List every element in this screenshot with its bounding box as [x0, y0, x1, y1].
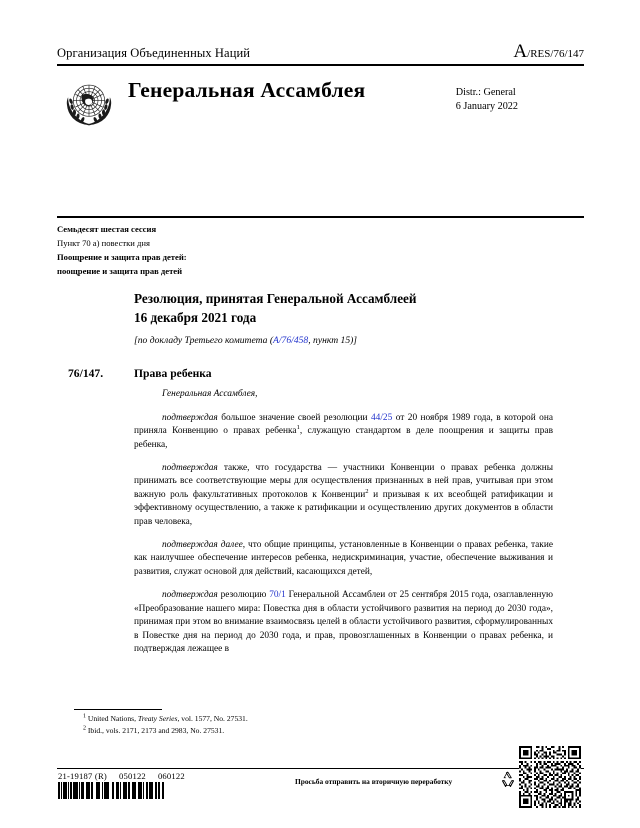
paragraph-text-3a: , что общие принципы, установленные в Конвенции о правах ребенка, такие как наилучшее обеспечение интересов ребенка, недискриминация, участие, обеспечение выживания и развития, служат основой для действий, касающихся детей,	[134, 539, 553, 578]
un-emblem-icon	[60, 74, 118, 132]
session-divider-rule	[57, 216, 584, 218]
footnote-separator-rule	[74, 709, 162, 710]
preambular-paragraph-3	[134, 539, 553, 580]
footnote-2-marker: 2	[83, 725, 86, 732]
agenda-title-line-2: поощрение и защита прав детей	[57, 265, 183, 276]
footnote-2-text-a: Ibid., vols. 2171, 2173 and 2983, No. 27531.	[86, 726, 225, 736]
footnote-2	[83, 725, 503, 737]
organization-name: Организация Объединенных Наций	[57, 46, 251, 60]
paragraph-text-1a: большое значение своей резолюции	[217, 412, 371, 423]
paragraph-text-4b: Генеральной Ассамблеи от 25 сентября 2015 года, озаглавленную «Преобразование нашего мира: Повестка дня в области устойчивого развития на период до 2030 года», принимая при этом во внимание взаимосвязь целей в области устойчивого развития, сформулированных в Повестке дня на период до 2030 года, и прав, провозглашенных в Конвенции о правах ребенка, и подтверждая лежащее в	[134, 590, 553, 655]
footnote-1	[83, 713, 503, 725]
agenda-item: Пункт 70 a) повестки дня	[57, 237, 150, 248]
footnote-ref-2[interactable]: 2	[365, 487, 369, 495]
header-divider-rule	[57, 64, 584, 66]
job-number: 21-19187 (R)	[58, 771, 107, 781]
distribution-label: Distr.: General	[455, 87, 516, 98]
document-header	[57, 42, 584, 132]
resolution-44-25-link[interactable]: 44/25	[370, 412, 393, 423]
footnote-1-italic: Treaty Series	[137, 714, 178, 723]
resolution-number: 76/147.	[68, 367, 104, 380]
agenda-title-line-1: Поощрение и защита прав детей:	[57, 251, 187, 262]
resolution-source-reference	[134, 335, 554, 346]
resolution-body	[134, 388, 553, 657]
paragraph-lead-verb-1: подтверждая	[162, 412, 218, 423]
document-symbol-prefix: A	[513, 41, 528, 62]
session-number: Семьдесят шестая сессия	[57, 224, 157, 234]
resolution-70-1-link[interactable]: 70/1	[269, 590, 286, 601]
opening-address: Генеральная Ассамблея,	[162, 389, 258, 399]
resolution-title-line-1: Резолюция, принятая Генеральной Ассамблеей	[134, 291, 417, 306]
paragraph-lead-verb-3: подтверждая далее	[162, 539, 243, 550]
source-suffix-text: , пункт 15)]	[308, 335, 358, 346]
paragraph-text-1b: от 20 ноября 1989 года, в которой она приняла Конвенцию о правах ребенка	[134, 412, 553, 437]
document-symbol	[513, 42, 584, 61]
resolution-title-line-2: 16 декабря 2021 года	[134, 309, 257, 325]
paragraph-lead-verb-2: подтверждая	[162, 462, 218, 473]
distribution-block	[456, 86, 518, 114]
paragraph-text-4a: резолюцию	[217, 590, 270, 601]
recycling-symbol-icon	[497, 769, 519, 791]
footnote-1-text-a: United Nations,	[86, 714, 138, 723]
header-main-row	[57, 72, 584, 132]
footnotes-block	[83, 713, 503, 738]
resolution-title	[134, 290, 554, 327]
footer-job-code	[58, 771, 185, 781]
source-prefix-text: [по докладу Третьего комитета (	[134, 335, 274, 346]
header-top-row	[57, 42, 584, 63]
paragraph-text-2b: и призывая к их всеобщей ратификации и эффективному осуществлению, а также к ратификации и осуществлению других документов в области прав человека,	[134, 489, 553, 527]
paragraph-text-2a: также, что государства — участники Конвенции о правах ребенка должны принимать все соответствующие меры для осуществления признанных в ней прав, учитывая при этом важную роль факультативных протоколов к Конвенции	[134, 462, 553, 500]
recycle-request-text: Просьба отправить на вторичную переработку	[295, 777, 453, 786]
document-date: 6 January 2022	[455, 101, 518, 113]
barcode	[58, 782, 164, 799]
preambular-paragraph-4	[134, 589, 553, 657]
resolution-heading-row	[68, 367, 538, 380]
date-code-1: 050122	[118, 771, 146, 781]
footnote-1-marker: 1	[83, 713, 86, 720]
report-document-link[interactable]: A/76/458	[273, 335, 309, 346]
qr-code	[519, 746, 581, 808]
footnote-1-text-b: , vol. 1577, No. 27531.	[177, 714, 248, 723]
preambular-paragraph-1	[134, 412, 553, 453]
preambular-paragraph-2	[134, 462, 553, 530]
paragraph-text-1c: , служащую стандартом в деле поощрения и защиты прав ребенка,	[134, 426, 553, 450]
document-symbol-rest: /RES/76/147	[527, 48, 584, 60]
paragraph-lead-verb-4: подтверждая	[162, 590, 218, 601]
date-code-2: 060122	[157, 771, 185, 781]
general-assembly-title: Генеральная Ассамблея	[128, 78, 366, 102]
resolution-heading: Права ребенка	[134, 367, 212, 380]
footnote-ref-1[interactable]: 1	[296, 423, 300, 431]
session-info-block	[57, 223, 477, 279]
